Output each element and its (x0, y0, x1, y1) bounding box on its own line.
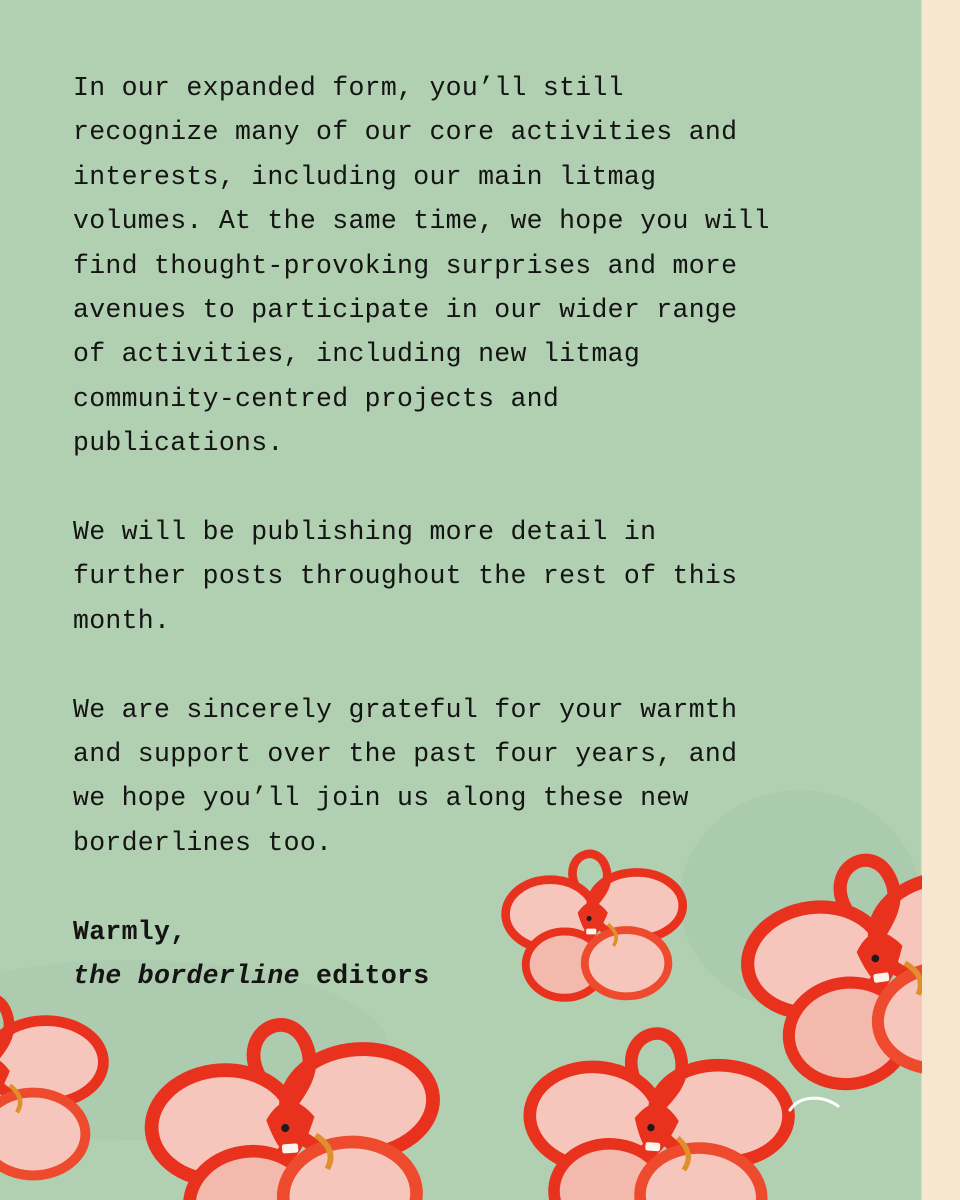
paragraph-2: We will be publishing more detail in further posts throughout the rest of this month. (73, 517, 738, 636)
paragraph-1: In our expanded form, you’ll still recognize many of our core activities and interests, including our main litmag volumes. At the same time, we hope you will find thought-provoking surprises and more avenues to participate in our wider range of activities, including new litmag community-centred projects and publications. (73, 73, 770, 459)
letter-body (73, 66, 873, 998)
signoff-greeting: Warmly, (73, 916, 187, 947)
signoff-name (73, 954, 873, 998)
signoff-name-italic: the borderline (73, 961, 300, 992)
signoff (73, 910, 873, 999)
flower-tendril (790, 1098, 838, 1110)
flower-bottom-right (521, 1025, 793, 1200)
signoff-name-rest: editors (299, 961, 430, 992)
paragraph-3: We are sincerely grateful for your warmth and support over the past four years, and we hope you’ll join us along these new borderlines too. (73, 694, 738, 858)
paper-edge (921, 0, 960, 1200)
flower-left-edge (0, 997, 103, 1177)
flower-bottom-left (145, 1015, 443, 1200)
